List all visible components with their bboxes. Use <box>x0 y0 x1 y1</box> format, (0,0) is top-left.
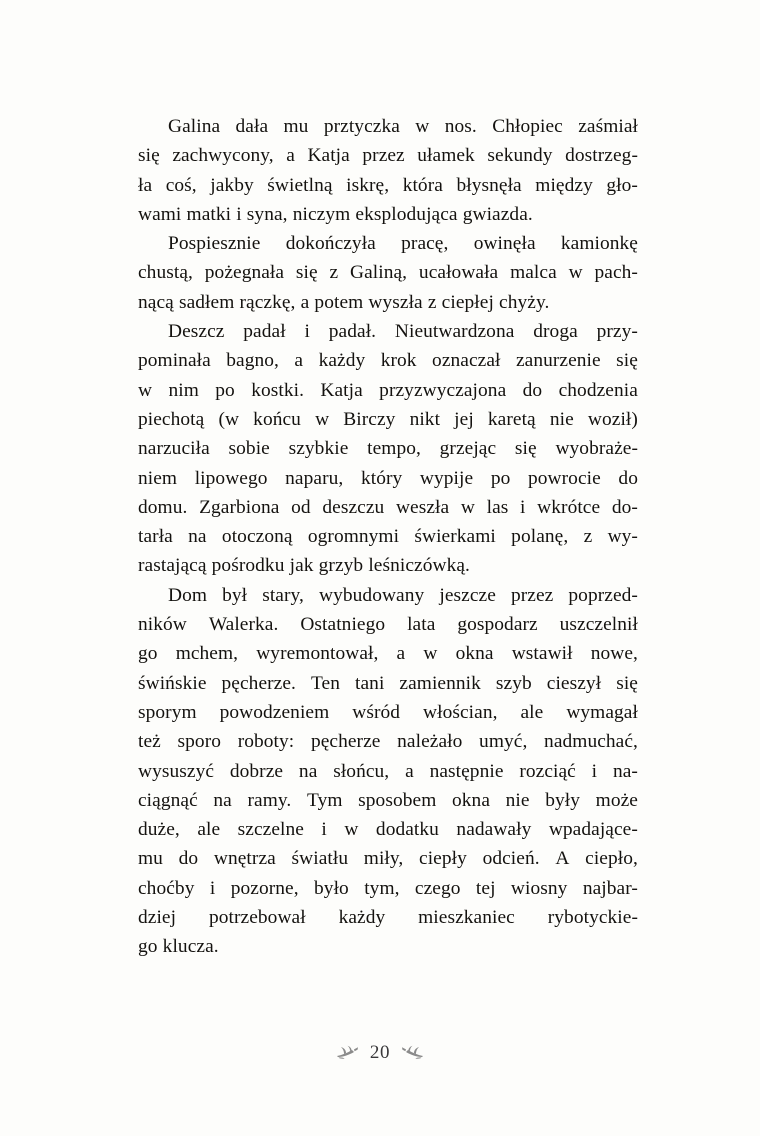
word: sobie <box>228 438 270 460</box>
word: z <box>329 262 339 284</box>
paragraph-1 <box>138 112 638 229</box>
word: oznaczał <box>432 350 501 372</box>
word: się <box>514 438 537 460</box>
word: Pospiesznie <box>168 233 261 255</box>
word: i <box>520 496 526 518</box>
word: woził) <box>587 408 638 430</box>
word: Tym <box>307 789 343 811</box>
word: nikt <box>409 408 441 430</box>
text-line <box>138 317 638 346</box>
word: wypije <box>419 467 474 489</box>
word: i <box>321 819 327 841</box>
word: Ten <box>310 672 341 694</box>
word: słońcu, <box>333 760 390 782</box>
word: owinęła <box>473 233 536 255</box>
word: okna <box>455 643 494 665</box>
word: a <box>396 643 406 665</box>
word: i <box>209 877 216 899</box>
word: gospodarz <box>457 614 538 636</box>
page-number: 20 <box>369 1042 391 1063</box>
word: dostrzeg- <box>565 145 638 167</box>
text-line <box>138 405 638 434</box>
text-line <box>138 669 638 698</box>
word: Zgarbiona <box>199 496 280 518</box>
word: wybudowany <box>319 584 425 606</box>
text-line <box>138 112 638 141</box>
word: pęcherze. <box>221 672 296 694</box>
word: malca <box>510 262 557 284</box>
word: się <box>138 145 160 167</box>
word: do <box>522 379 543 401</box>
word: na <box>188 526 207 548</box>
word: wpadające- <box>548 819 638 841</box>
text-line <box>138 493 638 522</box>
word: należało <box>397 731 463 753</box>
word: karetą <box>487 408 536 430</box>
word: ale <box>197 819 221 841</box>
paragraph-4 <box>138 581 638 962</box>
word: Nieutwardzona <box>394 321 515 343</box>
word: mchem, <box>175 643 239 665</box>
word: nie <box>505 789 530 811</box>
word: grzejąc <box>439 438 497 460</box>
word: po <box>215 379 235 401</box>
word: w <box>344 819 359 841</box>
word: domu. <box>138 496 188 518</box>
word: niem <box>138 467 178 489</box>
word: było <box>314 877 349 899</box>
word: pęcherze <box>310 731 381 753</box>
text-line <box>138 874 638 903</box>
word: każdy <box>318 350 366 372</box>
word: były <box>545 789 581 811</box>
text-line <box>138 727 638 756</box>
word: do <box>178 848 199 870</box>
word: droga <box>533 321 578 343</box>
word: zachwycony, <box>172 145 274 167</box>
word: jej <box>454 408 474 430</box>
paragraph-2 <box>138 229 638 317</box>
word: mu <box>283 116 309 137</box>
word: mieszkaniec <box>418 907 515 929</box>
word: szczelne <box>237 819 304 841</box>
word: lipowego <box>194 467 268 489</box>
word: Galiną, <box>350 262 408 284</box>
word: szybkie <box>288 438 349 460</box>
word: otoczoną <box>221 526 293 548</box>
text-line <box>138 581 638 610</box>
word: Katja <box>320 379 363 401</box>
word: cieszył <box>546 672 602 694</box>
word: umyć, <box>479 731 528 753</box>
word: a <box>405 760 414 782</box>
word: a <box>294 350 304 372</box>
word: Katja <box>307 145 350 167</box>
text-line <box>138 258 638 287</box>
word: pozorne, <box>230 877 299 899</box>
word: w <box>138 379 153 401</box>
word: nie <box>549 408 574 430</box>
text-line <box>138 346 638 375</box>
word: dobrze <box>229 760 284 782</box>
word: padał. <box>328 321 377 343</box>
word: nim <box>168 379 199 401</box>
word: pominała <box>138 350 211 372</box>
word: deszczu <box>322 496 385 518</box>
word: wiosny <box>510 877 568 899</box>
word: tym, <box>364 877 400 899</box>
word: pach- <box>594 262 638 284</box>
text-line <box>138 757 638 786</box>
word: lata <box>407 614 436 636</box>
word: na- <box>612 760 638 782</box>
word: był <box>222 584 248 606</box>
word: każdy <box>338 907 386 929</box>
word: pożegnała <box>204 262 285 284</box>
word: poprzed- <box>568 584 638 606</box>
word: która <box>402 174 443 196</box>
word: prztyczka <box>323 116 400 137</box>
word: ramy. <box>247 789 292 811</box>
word: od <box>291 496 311 518</box>
word: Deszcz <box>168 321 225 343</box>
word: do- <box>611 496 638 518</box>
word: jakby <box>210 174 254 196</box>
word: końcu <box>253 408 301 430</box>
word: i <box>591 760 598 782</box>
word: dziej <box>138 907 177 929</box>
text-line <box>138 141 638 170</box>
word: przez <box>510 584 554 606</box>
word: następnie <box>429 760 504 782</box>
word: ucałowała <box>418 262 499 284</box>
text-line <box>138 434 638 463</box>
word: po <box>490 467 511 489</box>
word: świńskie <box>138 672 207 694</box>
word: zanurzenie <box>515 350 601 372</box>
word: tarła <box>138 526 173 548</box>
word: wyobraże- <box>555 438 638 460</box>
word: też <box>138 731 161 753</box>
word: tempo, <box>367 438 421 460</box>
word: świetlną <box>267 174 333 196</box>
word: kostki. <box>251 379 305 401</box>
word: wkrótce <box>537 496 601 518</box>
text-line <box>138 639 638 668</box>
word: Galina <box>168 116 221 137</box>
word: ciepło, <box>585 848 638 870</box>
word: w <box>423 643 438 665</box>
word: nadmuchać, <box>544 731 638 753</box>
text-column <box>138 112 638 962</box>
word: szyb <box>495 672 532 694</box>
word: w <box>568 262 583 284</box>
word: nowe, <box>590 643 638 665</box>
word: las <box>486 496 509 518</box>
word: Chłopiec <box>492 116 563 137</box>
word: roboty: <box>237 731 295 753</box>
word: najbar- <box>582 877 638 899</box>
word: przyzwyczajona <box>379 379 507 401</box>
word: na <box>298 760 318 782</box>
word: nadawały <box>456 819 532 841</box>
word: do <box>618 467 638 489</box>
word: wy- <box>607 526 638 548</box>
word: polanę, <box>511 526 569 548</box>
word: światłu <box>291 848 349 870</box>
word: sporo <box>177 731 222 753</box>
word: Birczy <box>343 408 396 430</box>
word: stary, <box>262 584 304 606</box>
word: Ostatniego <box>300 614 386 636</box>
text-line: rastającą pośrodku jak grzyb leśniczówką. <box>138 555 470 577</box>
word: coś, <box>165 174 197 196</box>
word: miły, <box>363 848 404 870</box>
page-folio <box>0 1042 760 1064</box>
word: ników <box>138 614 187 636</box>
word: ale <box>520 701 544 723</box>
word: A <box>555 848 570 870</box>
word: może <box>595 789 638 811</box>
word: ła <box>138 174 153 196</box>
word: weszła <box>395 496 450 518</box>
word: powodzeniem <box>219 701 330 723</box>
word: wstawił <box>511 643 573 665</box>
leaf-fleuron-icon <box>335 1045 361 1061</box>
word: przez <box>362 145 405 167</box>
text-line <box>138 844 638 873</box>
word: a <box>286 145 295 167</box>
word: iskrę, <box>346 174 390 196</box>
word: wyremontował, <box>256 643 379 665</box>
word: ogromnymi <box>307 526 400 548</box>
word: z <box>583 526 593 548</box>
word: się <box>295 262 318 284</box>
word: który <box>360 467 403 489</box>
word: mu <box>138 848 163 870</box>
word: zaśmiał <box>578 116 638 137</box>
word: okna <box>452 789 491 811</box>
word: piechotą <box>138 408 205 430</box>
word: czego <box>414 877 461 899</box>
word: zamiennik <box>399 672 481 694</box>
text-line: wami matki i syna, niczym eksplodująca gwiazda. <box>138 203 533 225</box>
word: dała <box>235 116 269 137</box>
word: duże, <box>138 819 180 841</box>
word: w <box>315 408 330 430</box>
word: ułamek <box>417 145 475 167</box>
word: rybotyckie- <box>547 907 638 929</box>
word: chustą, <box>138 262 193 284</box>
word: nos. <box>444 116 477 137</box>
word: ciągnąć <box>138 789 198 811</box>
word: dodatku <box>375 819 439 841</box>
word: Walerka. <box>208 614 279 636</box>
text-line <box>138 376 638 405</box>
word: wnętrza <box>213 848 276 870</box>
word: pracę, <box>401 233 449 255</box>
word: powrocie <box>528 467 601 489</box>
word: tani <box>355 672 385 694</box>
text-line <box>138 786 638 815</box>
word: przy- <box>596 321 638 343</box>
text-line: nącą sadłem rączkę, a potem wyszła z ciepłej chyży. <box>138 291 550 313</box>
word: świerkami <box>414 526 496 548</box>
word: wysuszyć <box>138 760 215 782</box>
word: krok <box>380 350 417 372</box>
word: włościan, <box>423 701 498 723</box>
text-line <box>138 903 638 932</box>
word: wśród <box>352 701 401 723</box>
text-line <box>138 522 638 551</box>
text-line: go klucza. <box>138 936 219 958</box>
word: sporym <box>138 701 197 723</box>
word: rozciąć <box>519 760 576 782</box>
word: bagno, <box>226 350 279 372</box>
text-line <box>138 815 638 844</box>
word: sekundy <box>487 145 553 167</box>
word: wymagał <box>566 701 638 723</box>
word: (w <box>218 408 240 430</box>
word: choćby <box>138 877 195 899</box>
word: padał <box>243 321 286 343</box>
word: naparu, <box>285 467 344 489</box>
text-line <box>138 610 638 639</box>
word: w <box>415 116 430 137</box>
word: na <box>213 789 232 811</box>
word: uszczelnił <box>559 614 638 636</box>
word: jeszcze <box>439 584 496 606</box>
word: odcień. <box>482 848 540 870</box>
word: sposobem <box>358 789 437 811</box>
text-line <box>138 229 638 258</box>
word: Dom <box>168 584 208 606</box>
text-line <box>138 464 638 493</box>
word: potrzebował <box>208 907 306 929</box>
word: go <box>138 643 158 665</box>
word: gło- <box>606 174 638 196</box>
word: błysnęła <box>456 174 522 196</box>
word: w <box>460 496 475 518</box>
word: się <box>616 672 638 694</box>
text-line <box>138 698 638 727</box>
word: i <box>304 321 310 343</box>
word: się <box>616 350 638 372</box>
word: dokończyła <box>285 233 376 255</box>
word: kamionkę <box>560 233 638 255</box>
word: tej <box>475 877 496 899</box>
word: ciepły <box>419 848 467 870</box>
word: między <box>535 174 593 196</box>
text-line <box>138 171 638 200</box>
word: chodzenia <box>558 379 638 401</box>
paragraph-3 <box>138 317 638 581</box>
leaf-fleuron-icon <box>399 1045 425 1061</box>
word: narzuciła <box>138 438 210 460</box>
